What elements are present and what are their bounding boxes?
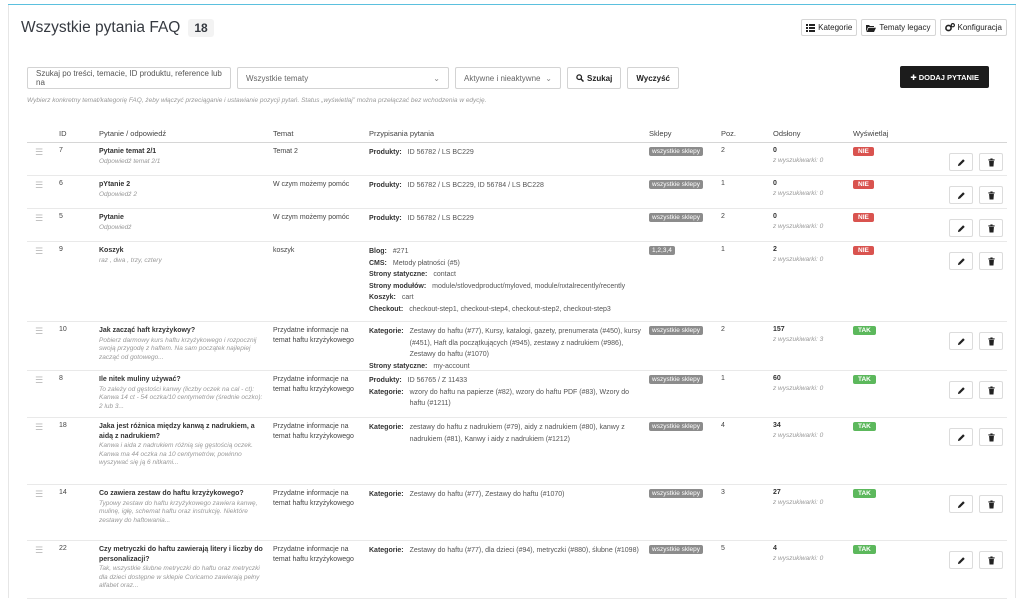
row-actions (943, 176, 1007, 208)
col-id[interactable]: ID (59, 129, 67, 138)
trash-icon (987, 337, 996, 346)
views-count: 0 (773, 180, 777, 187)
question-answer-preview: Odpowiedź 2 (99, 190, 137, 198)
shops-cell (649, 176, 721, 208)
legacy-topics-button-label: Tematy legacy (879, 23, 931, 32)
delete-button[interactable] (979, 495, 1003, 513)
trash-icon (987, 257, 996, 266)
views-cell (773, 541, 853, 598)
assignment-value: ID 56782 / LS BC229, ID 56784 / LS BC228 (407, 182, 544, 189)
position-cell: 5 (721, 545, 725, 552)
display-status-toggle[interactable]: NIE (853, 213, 874, 222)
assignment-entry (369, 422, 643, 445)
table-row (27, 418, 1007, 485)
filters-hint: Wybierz konkretny temat/kategorię FAQ, żeby włączyć przeciąganie i ustawianie pozycji pytań. Status „wyświetlaj” można przełączać bez wchodzenia w edycję. (27, 97, 487, 104)
search-views-count: z wyszukiwarki: 0 (773, 432, 824, 439)
drag-handle-icon[interactable]: ☰ (35, 422, 44, 432)
drag-handle-icon[interactable]: ☰ (35, 375, 44, 385)
drag-handle-icon[interactable]: ☰ (35, 545, 44, 555)
topic-cell: koszyk (273, 247, 295, 254)
clear-button-label: Wyczyść (636, 73, 670, 83)
pencil-icon (957, 386, 966, 395)
delete-button[interactable] (979, 332, 1003, 350)
question-cell (99, 418, 273, 484)
clear-button[interactable] (627, 67, 679, 89)
assignment-value: module/stlovedproduct/myloved, module/nxtalrecently/recently (432, 282, 626, 290)
edit-button[interactable] (949, 428, 973, 446)
search-input[interactable]: Szukaj po treści, temacie, ID produktu, reference lub na (27, 67, 231, 89)
assignments-cell (369, 209, 649, 241)
row-id: 6 (59, 180, 63, 187)
display-cell (853, 541, 943, 598)
question-title: Czy metryczki do haftu zawierają litery i liczby do personalizacji? (99, 546, 263, 563)
pencil-icon (957, 433, 966, 442)
question-answer-preview: Typowy zestaw do haftu krzyżykowego zawiera kanwę, mulinę, igłę, schemat haftu oraz instrukcję. Niektóre zestawy do haftowania... (99, 499, 258, 524)
assignment-value: ID 56765 / Z 11433 (407, 377, 468, 384)
topic-cell: Przydatne informacje na temat haftu krzyżykowego (273, 490, 354, 507)
trash-icon (987, 500, 996, 509)
assignment-entry (369, 326, 643, 361)
display-status-toggle[interactable]: TAK (853, 545, 876, 554)
position-cell: 3 (721, 489, 725, 496)
add-question-button-label: DODAJ PYTANIE (918, 72, 979, 82)
search-views-count: z wyszukiwarki: 3 (773, 336, 824, 343)
assignment-value: my-account (433, 362, 470, 370)
question-answer-preview: To zależy od gęstości kanwy (liczby oczek na cal - ct): Kanwa 14 ct - 54 oczka/10 centymetrów (średnie oczko): 2 lub 3... (99, 385, 263, 410)
assignment-value: Zestawy do haftu (#77), Zestawy do haftu (#1070) (409, 491, 565, 498)
assignment-entry (369, 545, 643, 557)
assignment-label: Strony statyczne: (369, 362, 428, 370)
row-id: 9 (59, 246, 63, 253)
question-cell (99, 143, 273, 175)
search-views-count: z wyszukiwarki: 0 (773, 499, 824, 506)
assignment-label: Produkty: (369, 149, 402, 156)
row-actions (943, 371, 1007, 417)
shops-badge: wszystkie sklepy (649, 422, 703, 431)
table-body (27, 143, 1007, 599)
row-id: 18 (59, 422, 67, 429)
trash-icon (987, 386, 996, 395)
table-row (27, 322, 1007, 371)
delete-button[interactable] (979, 186, 1003, 204)
gears-icon (945, 23, 955, 32)
table-row (27, 176, 1007, 209)
assignment-label: Blog: (369, 248, 387, 255)
row-id: 5 (59, 213, 63, 220)
pencil-icon (957, 191, 966, 200)
search-button[interactable] (567, 67, 621, 89)
question-cell (99, 176, 273, 208)
topic-select[interactable] (237, 67, 449, 89)
table-row (27, 143, 1007, 176)
trash-icon (987, 191, 996, 200)
views-count: 60 (773, 375, 781, 382)
display-cell (853, 143, 943, 175)
assignment-entry (369, 375, 643, 387)
position-cell: 1 (721, 375, 725, 382)
table-row (27, 541, 1007, 599)
legacy-topics-button[interactable] (861, 19, 935, 36)
display-cell (853, 242, 943, 321)
assignment-entry (369, 269, 643, 281)
row-id: 14 (59, 489, 67, 496)
drag-handle-icon[interactable]: ☰ (35, 180, 44, 190)
assignment-label: Produkty: (369, 182, 402, 189)
position-cell: 1 (721, 180, 725, 187)
assignment-entry (369, 213, 643, 225)
filters-bar (27, 67, 679, 89)
status-select-value: Aktywne i nieaktywne (464, 73, 541, 83)
topic-cell: Przydatne informacje na temat haftu krzyżykowego (273, 546, 354, 563)
views-cell (773, 418, 853, 484)
search-views-count: z wyszukiwarki: 0 (773, 256, 824, 263)
pencil-icon (957, 224, 966, 233)
question-title: Jaka jest różnica między kanwą z nadrukiem, a aidą z nadrukiem? (99, 423, 255, 440)
delete-button[interactable] (979, 219, 1003, 237)
assignments-cell (369, 143, 649, 175)
row-id: 10 (59, 326, 67, 333)
search-views-count: z wyszukiwarki: 0 (773, 223, 824, 230)
table-row (27, 209, 1007, 242)
position-cell: 1 (721, 246, 725, 253)
assignment-value: ID 56782 / LS BC229 (407, 215, 474, 222)
question-cell (99, 322, 273, 370)
position-cell: 2 (721, 147, 725, 154)
assignment-label: Checkout: (369, 305, 404, 313)
edit-button[interactable] (949, 332, 973, 350)
topic-cell: W czym możemy pomóc (273, 181, 350, 188)
shops-badge: wszystkie sklepy (649, 326, 703, 335)
edit-button[interactable] (949, 186, 973, 204)
views-cell (773, 176, 853, 208)
views-cell (773, 209, 853, 241)
col-position[interactable]: Poz. (721, 129, 737, 138)
pencil-icon (957, 500, 966, 509)
pencil-icon (957, 556, 966, 565)
topic-cell: Temat 2 (273, 148, 298, 155)
views-cell (773, 485, 853, 540)
assignments-cell (369, 485, 649, 540)
table-row (27, 485, 1007, 541)
pencil-icon (957, 158, 966, 167)
question-title: Co zawiera zestaw do haftu krzyżykowego? (99, 490, 244, 497)
assignments-cell (369, 176, 649, 208)
delete-button[interactable] (979, 551, 1003, 569)
col-shops: Sklepy (649, 129, 672, 138)
display-status-toggle[interactable]: TAK (853, 489, 876, 498)
delete-button[interactable] (979, 153, 1003, 171)
edit-button[interactable] (949, 153, 973, 171)
table-header (27, 125, 1007, 143)
assignment-label: Kategorie: (369, 491, 404, 498)
views-cell (773, 242, 853, 321)
drag-handle-icon[interactable]: ☰ (35, 147, 44, 157)
add-question-button[interactable] (900, 66, 989, 88)
shops-badge: wszystkie sklepy (649, 545, 703, 554)
assignment-label: Strony modułów: (369, 282, 427, 290)
drag-handle-icon[interactable]: ☰ (35, 326, 44, 336)
assignment-value: contact (433, 271, 456, 278)
row-actions (943, 209, 1007, 241)
assignment-entry (369, 489, 643, 501)
table-row (27, 371, 1007, 418)
col-topic[interactable]: Temat (273, 128, 294, 138)
shops-cell (649, 485, 721, 540)
configuration-button[interactable] (940, 19, 1007, 36)
edit-button[interactable] (949, 219, 973, 237)
views-count: 2 (773, 246, 777, 253)
display-status-toggle[interactable]: NIE (853, 147, 874, 156)
question-title: pYtanie 2 (99, 181, 131, 188)
question-answer-preview: Odpowiedź temat 2/1 (99, 157, 161, 165)
topic-cell: Przydatne informacje na temat haftu krzyżykowego (273, 376, 354, 393)
delete-button[interactable] (979, 381, 1003, 399)
display-status-toggle[interactable]: TAK (853, 375, 876, 384)
assignment-label: Kategorie: (369, 388, 404, 396)
views-count: 34 (773, 422, 781, 429)
page-panel (8, 5, 1016, 598)
categories-button-label: Kategorie (818, 23, 853, 32)
shops-cell (649, 143, 721, 175)
assignment-value: cart (401, 294, 414, 301)
question-answer-preview: Odpowiedź (99, 223, 132, 231)
categories-button[interactable] (801, 19, 857, 36)
row-id: 22 (59, 545, 67, 552)
question-cell (99, 541, 273, 598)
faq-table (27, 125, 1007, 599)
question-title: Ile nitek muliny używać? (99, 376, 181, 383)
assignment-value: wzory do haftu na papierze (#82), wzory do haftu PDF (#83), Wzory do haftu (#1211) (409, 388, 630, 407)
assignments-cell (369, 541, 649, 598)
delete-button[interactable] (979, 428, 1003, 446)
trash-icon (987, 433, 996, 442)
edit-button[interactable] (949, 252, 973, 270)
search-views-count: z wyszukiwarki: 0 (773, 555, 824, 562)
question-cell (99, 371, 273, 417)
drag-handle-icon[interactable]: ☰ (35, 213, 44, 223)
shops-badge: 1,2,3,4 (649, 246, 675, 255)
row-actions (943, 143, 1007, 175)
shops-cell (649, 418, 721, 484)
question-title: Koszyk (99, 247, 124, 254)
row-id: 8 (59, 375, 63, 382)
assignment-value: checkout-step1, checkout-step4, checkout-step2, checkout-step3 (409, 305, 611, 313)
search-views-count: z wyszukiwarki: 0 (773, 385, 824, 392)
trash-icon (987, 158, 996, 167)
display-status-toggle[interactable]: TAK (853, 422, 876, 431)
views-count: 0 (773, 147, 777, 154)
row-actions (943, 418, 1007, 484)
row-actions (943, 322, 1007, 370)
pencil-icon (957, 337, 966, 346)
assignment-label: Kategorie: (369, 328, 404, 335)
views-cell (773, 371, 853, 417)
row-actions (943, 242, 1007, 321)
assignment-label: Koszyk: (369, 294, 396, 301)
assignment-entry (369, 304, 643, 316)
col-views[interactable]: Odsłony (773, 129, 801, 138)
chevron-down-icon: ⌄ (545, 73, 552, 83)
shops-badge: wszystkie sklepy (649, 489, 703, 498)
folder-open-icon (866, 24, 876, 32)
col-display: Wyświetlaj (853, 129, 889, 138)
search-views-count: z wyszukiwarki: 0 (773, 157, 824, 164)
col-question[interactable]: Pytanie / odpowiedź (99, 129, 167, 138)
chevron-down-icon: ⌄ (433, 73, 440, 83)
display-cell (853, 322, 943, 370)
assignment-label: Produkty: (369, 377, 402, 384)
topic-cell: Przydatne informacje na temat haftu krzyżykowego (273, 327, 354, 344)
row-id: 7 (59, 147, 63, 154)
trash-icon (987, 224, 996, 233)
question-title: Jak zacząć haft krzyżykowy? (99, 327, 196, 334)
assignment-value: #271 (392, 248, 409, 255)
list-icon (806, 24, 815, 32)
position-cell: 4 (721, 422, 725, 429)
assignments-cell (369, 322, 649, 370)
drag-handle-icon[interactable]: ☰ (35, 489, 44, 499)
topic-select-value: Wszystkie tematy (246, 73, 309, 83)
question-cell (99, 209, 273, 241)
assignment-label: CMS: (369, 259, 387, 267)
display-cell (853, 176, 943, 208)
display-status-toggle[interactable]: NIE (853, 246, 874, 255)
question-cell (99, 485, 273, 540)
question-title: Pytanie (99, 214, 124, 221)
search-icon (576, 74, 584, 82)
assignments-cell (369, 371, 649, 417)
search-views-count: z wyszukiwarki: 0 (773, 190, 824, 197)
display-cell (853, 209, 943, 241)
trash-icon (987, 556, 996, 565)
question-answer-preview: Tak, wszystkie ślubne metryczki do haftu oraz metryczki dla dzieci dostępne w sklepie Coricamo zawierają pełny alfabet oraz... (99, 565, 260, 589)
search-button-label: Szukaj (587, 73, 613, 83)
assignments-cell (369, 418, 649, 484)
shops-cell (649, 242, 721, 321)
shops-badge: wszystkie sklepy (649, 213, 703, 222)
display-cell (853, 371, 943, 417)
shops-badge: wszystkie sklepy (649, 180, 703, 189)
configuration-button-label: Konfiguracja (957, 23, 1002, 32)
shops-cell (649, 209, 721, 241)
page-title: Wszystkie pytania FAQ (21, 19, 181, 36)
assignment-value: Metody płatności (#5) (392, 259, 460, 267)
display-cell (853, 485, 943, 540)
question-title: Pytanie temat 2/1 (99, 148, 157, 155)
assignment-label: Produkty: (369, 215, 402, 222)
assignment-entry (369, 246, 643, 258)
pencil-icon (957, 257, 966, 266)
delete-button[interactable] (979, 252, 1003, 270)
display-status-toggle[interactable]: TAK (853, 326, 876, 335)
question-cell (99, 242, 273, 321)
assignment-value: zestawy do haftu z nadrukiem (#79), aidy z nadrukiem (#80), kanwy z nadrukiem (#81), Kanwy i aidy z nadrukiem (#1212) (409, 424, 625, 443)
position-cell: 2 (721, 326, 725, 333)
page-header (21, 19, 214, 37)
shops-cell (649, 541, 721, 598)
assignment-value: ID 56782 / LS BC229 (407, 149, 474, 156)
question-answer-preview: raz , dwa , trzy, cztery (99, 256, 162, 264)
shops-badge: wszystkie sklepy (649, 375, 703, 384)
assignment-entry (369, 180, 643, 192)
row-actions (943, 541, 1007, 598)
status-select[interactable] (455, 67, 561, 89)
questions-count-badge: 18 (188, 19, 213, 37)
assignment-value: Zestawy do haftu (#77), Kursy, katalogi, gazety, prenumerata (#450), kursy (#451), Haft dla początkujących (#945), zestawy z nadrukiem (#986), Zestawy do haftu (#1070) (409, 328, 641, 358)
assignment-entry (369, 147, 643, 159)
shops-cell (649, 322, 721, 370)
assignment-entry (369, 387, 643, 410)
question-answer-preview: Kanwa i aida z nadrukiem różnią się gęstością oczek. Kanwa ma 44 oczka na 10 centymetrów, powinno wyszywać się ją 6 nitkami... (99, 442, 253, 466)
edit-button[interactable] (949, 551, 973, 569)
views-count: 0 (773, 213, 777, 220)
display-cell (853, 418, 943, 484)
question-answer-preview: Pobierz darmowy kurs haftu krzyżykowego i rozpocznij swoją przygodę z haftem. Na sam początek najlepiej zacząć od gotowego... (99, 336, 257, 361)
shops-cell (649, 371, 721, 417)
edit-button[interactable] (949, 381, 973, 399)
topic-cell: W czym możemy pomóc (273, 214, 350, 221)
drag-handle-icon[interactable]: ☰ (35, 246, 44, 256)
table-row (27, 242, 1007, 322)
assignment-label: Kategorie: (369, 547, 404, 554)
display-status-toggle[interactable]: NIE (853, 180, 874, 189)
topic-cell: Przydatne informacje na temat haftu krzyżykowego (273, 423, 354, 440)
position-cell: 2 (721, 213, 725, 220)
row-actions (943, 485, 1007, 540)
assignment-entry (369, 281, 643, 293)
assignments-cell (369, 242, 649, 321)
assignment-label: Kategorie: (369, 424, 404, 431)
header-actions (801, 19, 1007, 36)
views-count: 27 (773, 489, 781, 496)
col-assignments: Przypisania pytania (369, 129, 435, 138)
views-count: 4 (773, 545, 777, 552)
shops-badge: wszystkie sklepy (649, 147, 703, 156)
views-count: 157 (773, 326, 785, 333)
assignment-label: Strony statyczne: (369, 271, 428, 278)
views-cell (773, 143, 853, 175)
plus-icon: ✚ (910, 72, 917, 82)
edit-button[interactable] (949, 495, 973, 513)
views-cell (773, 322, 853, 370)
assignment-entry (369, 292, 643, 304)
assignment-value: Zestawy do haftu (#77), dla dzieci (#94), metryczki (#880), ślubne (#1098) (409, 547, 639, 554)
assignment-entry (369, 258, 643, 270)
